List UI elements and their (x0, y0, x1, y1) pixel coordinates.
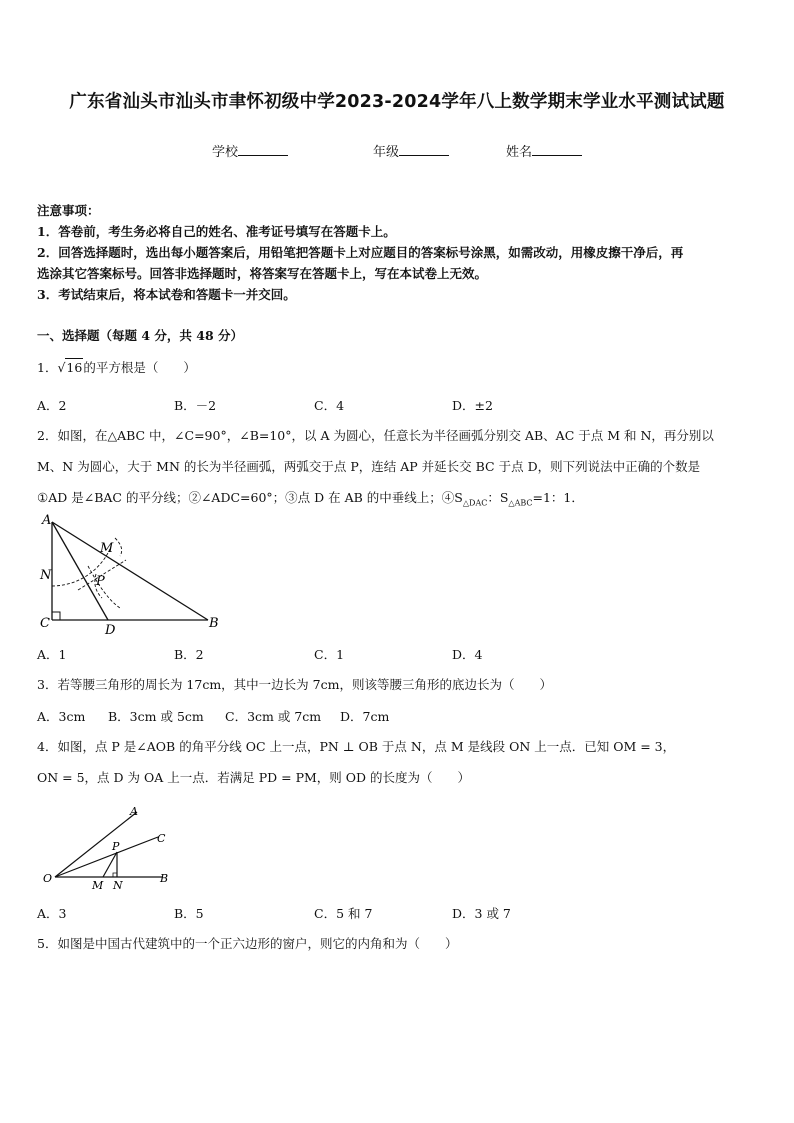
q2-ratio-mid: ：S (487, 490, 509, 505)
q2-line-2: M、N 为圆心，大于 MN 的长为半径画弧，两弧交于点 P，连结 AP 并延长交 BC 于点 D，则下列说法中正确的个数是 (37, 459, 701, 474)
notice-item: 2．回答选择题时，选出每小题答案后，用铅笔把答题卡上对应题目的答案标号涂黑，如需改动，用橡皮擦干净后，再 (37, 245, 684, 260)
q2-option-a: A．1 (37, 647, 67, 662)
q2-line-1: 2．如图，在△ABC 中，∠C=90°，∠B=10°，以 A 为圆心，任意长为半径画弧分别交 AB、AC 于点 M 和 N，再分别以 (37, 428, 714, 443)
label-c: C (157, 832, 166, 845)
q4-line-2: ON = 5，点 D 为 OA 上一点．若满足 PD = PM，则 OD 的长度为（ ） (37, 770, 471, 785)
school-blank (238, 143, 288, 156)
q1-option-a: A．2 (37, 398, 67, 413)
q3-option-a: A．3cm (37, 709, 86, 724)
question-1 (37, 358, 196, 377)
q4-figure (40, 800, 190, 895)
label-d: D (105, 623, 116, 638)
label-o: O (43, 872, 53, 885)
q2-option-d: D．4 (452, 647, 483, 662)
label-m: M (100, 541, 114, 556)
notice-heading: 注意事项： (37, 203, 100, 218)
q3-option-c: C．3cm 或 7cm (225, 709, 322, 724)
q2-ratio-end: =1：1． (532, 490, 584, 505)
q1-text: 的平方根是（ ） (83, 360, 196, 375)
q1-option-d: D．±2 (452, 398, 493, 413)
q1-prefix: 1． (37, 360, 58, 375)
q3-option-b: B．3cm 或 5cm (108, 709, 204, 724)
q2-sub-abc: △ABC (508, 498, 533, 508)
label-a: A (130, 805, 138, 818)
q4-option-b: B．5 (174, 906, 204, 921)
question-3: 3．若等腰三角形的周长为 17cm，其中一边长为 7cm，则该等腰三角形的底边长为（ ） (37, 677, 552, 692)
name-blank (532, 143, 582, 156)
name-field (506, 141, 582, 160)
notice-item: 3．考试结束后，将本试卷和答题卡一并交回。 (37, 287, 296, 302)
label-b: B (209, 616, 219, 631)
label-p: P (112, 840, 120, 853)
label-m: M (92, 879, 104, 892)
exam-title: 广东省汕头市汕头市聿怀初级中学2023-2024学年八上数学期末学业水平测试试题 (69, 92, 725, 112)
label-b: B (160, 872, 169, 885)
notice-item: 1．答卷前，考生务必将自己的姓名、准考证号填写在答题卡上。 (37, 224, 396, 239)
q4-line-1: 4．如图，点 P 是∠AOB 的角平分线 OC 上一点，PN ⊥ OB 于点 N，点 M 是线段 ON 上一点．已知 OM = 3， (37, 739, 676, 754)
section-heading: 一、选择题（每题 4 分，共 48 分） (37, 328, 244, 343)
grade-blank (399, 143, 449, 156)
school-field (212, 141, 288, 160)
q1-option-c: C．4 (314, 398, 345, 413)
q2-option-c: C．1 (314, 647, 345, 662)
q4-option-d: D．3 或 7 (452, 906, 511, 921)
label-n: N (40, 568, 52, 583)
question-5: 5．如图是中国古代建筑中的一个正六边形的窗户，则它的内角和为（ ） (37, 936, 458, 951)
label-n: N (113, 879, 123, 892)
q3-option-d: D．7cm (340, 709, 390, 724)
q2-sub-dac: △DAC (462, 498, 488, 508)
school-label: 学校 (212, 145, 239, 160)
q2-option-b: B．2 (174, 647, 204, 662)
sqrt-symbol: √16 (57, 360, 83, 375)
notice-item: 选涂其它答案标号。回答非选择题时，将答案写在答题卡上，写在本试卷上无效。 (37, 266, 488, 281)
q4-option-c: C．5 和 7 (314, 906, 373, 921)
label-a: A (42, 513, 52, 528)
name-label: 姓名 (506, 145, 533, 160)
grade-field (373, 141, 449, 160)
label-c: C (40, 616, 50, 631)
q2-statements: ①AD 是∠BAC 的平分线；②∠ADC=60°；③点 D 在 AB 的中垂线上；④S (37, 490, 463, 505)
grade-label: 年级 (373, 145, 400, 160)
label-p: P (96, 574, 105, 589)
q2-figure (30, 508, 230, 638)
q1-option-b: B．－2 (174, 398, 217, 413)
q4-option-a: A．3 (37, 906, 67, 921)
q1-radicand: 16 (66, 360, 83, 375)
